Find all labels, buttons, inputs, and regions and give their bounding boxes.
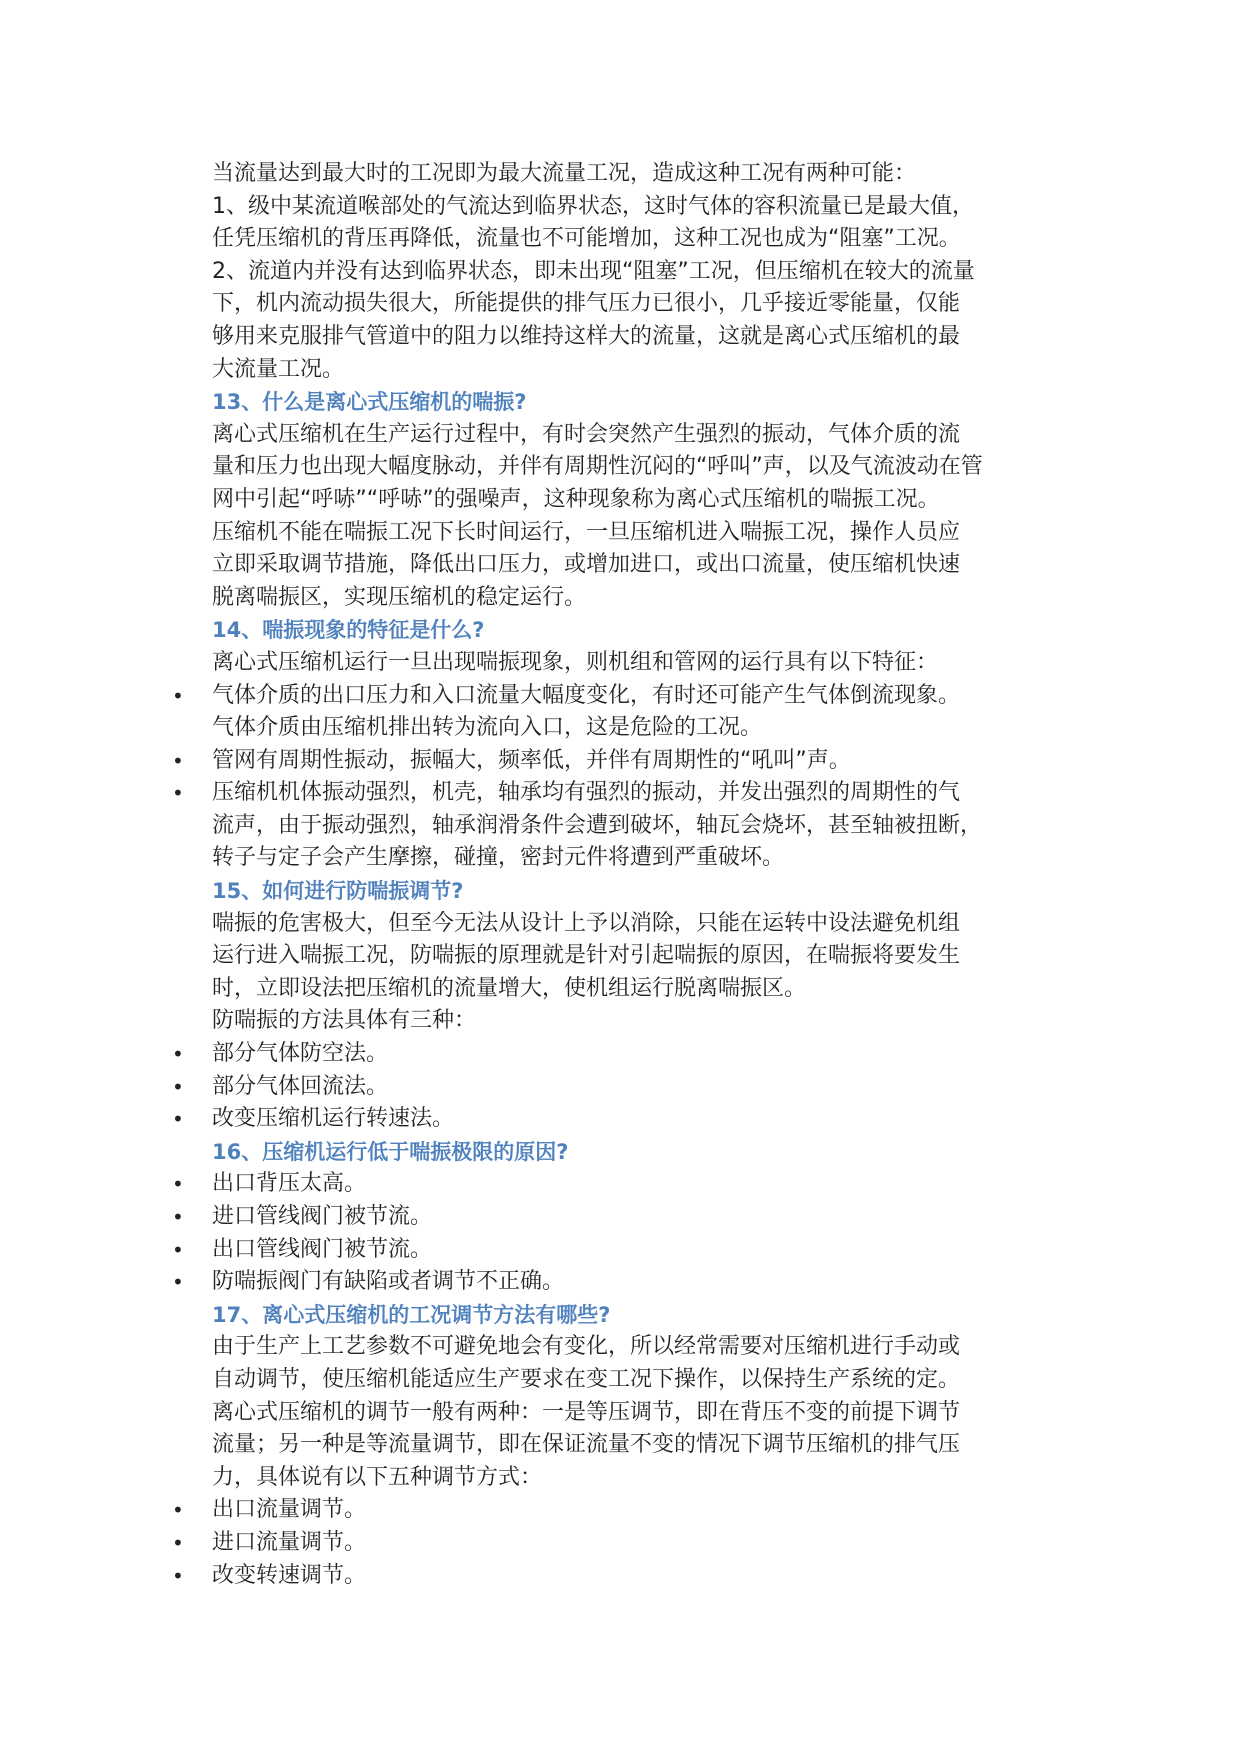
bullet-icon: • [172, 1498, 184, 1523]
line-text: 14、喘振现象的特征是什么? [212, 618, 485, 643]
line-text: 防喘振的方法具体有三种： [212, 1008, 477, 1034]
bullet-item-line [172, 1071, 1042, 1104]
paragraph-line [212, 321, 1042, 354]
line-text: 气体介质由压缩机排出转为流向入口，这是危险的工况。 [212, 715, 763, 741]
bullet-icon: • [172, 1074, 184, 1099]
line-text: 出口流量调节。 [212, 1497, 367, 1523]
line-text: 下，机内流动损失很大，所能提供的排气压力已很小，几乎接近零能量，仅能 [212, 291, 961, 317]
line-text: 防喘振阀门有缺陷或者调节不正确。 [212, 1269, 565, 1295]
line-text: 流声，由于振动强烈，轴承润滑条件会遭到破坏，轴瓦会烧坏，甚至轴被扭断， [212, 812, 983, 838]
bullet-icon: • [172, 683, 184, 708]
bullet-item-line [172, 777, 1042, 810]
line-text: 离心式压缩机的调节一般有两种：一是等压调节，即在背压不变的前提下调节 [212, 1399, 961, 1425]
line-text: 出口背压太高。 [212, 1171, 367, 1197]
line-text: 部分气体防空法。 [212, 1041, 389, 1067]
line-text: 管网有周期性振动，振幅大，频率低，并伴有周期性的“吼叫”声。 [212, 747, 851, 773]
paragraph-line [212, 582, 1042, 615]
bullet-icon: • [172, 1270, 184, 1295]
line-text: 13、什么是离心式压缩机的喘振? [212, 390, 527, 415]
line-text: 进口流量调节。 [212, 1529, 367, 1555]
bullet-item-line [172, 680, 1042, 713]
bullet-icon: • [172, 1530, 184, 1555]
line-text: 网中引起“呼哧”“呼哧”的强噪声，这种现象称为离心式压缩机的喘振工况。 [212, 486, 940, 512]
document-page [0, 158, 1240, 1592]
line-text: 大流量工况。 [212, 356, 345, 382]
paragraph-line [212, 256, 1042, 289]
line-text: 17、离心式压缩机的工况调节方法有哪些? [212, 1302, 611, 1327]
paragraph-line [212, 1331, 1042, 1364]
line-text: 压缩机不能在喘振工况下长时间运行，一旦压缩机进入喘振工况，操作人员应 [212, 519, 961, 545]
line-text: 力，具体说有以下五种调节方式： [212, 1464, 543, 1490]
line-text: 压缩机机体振动强烈，机壳，轴承均有强烈的振动，并发出强烈的周期性的气 [212, 780, 961, 806]
bullet-icon: • [172, 1563, 184, 1588]
line-text: 进口管线阀门被节流。 [212, 1204, 433, 1229]
bullet-icon: • [172, 1042, 184, 1067]
line-text: 改变压缩机运行转速法。 [212, 1106, 455, 1132]
bullet-item-line [172, 1168, 1042, 1201]
line-text: 运行进入喘振工况，防喘振的原理就是针对引起喘振的原因，在喘振将要发生 [212, 943, 961, 969]
paragraph-line [212, 223, 1042, 256]
paragraph-line [212, 517, 1042, 550]
bullet-item-line [212, 842, 1042, 875]
paragraph-line [212, 1429, 1042, 1462]
paragraph-line [212, 451, 1042, 484]
paragraph-line [212, 419, 1042, 452]
line-text: 任凭压缩机的背压再降低，流量也不可能增加，这种工况也成为“阻塞”工况。 [212, 226, 961, 252]
paragraph-line [212, 1397, 1042, 1430]
paragraph-line [212, 647, 1042, 680]
bullet-item-line [172, 1527, 1042, 1560]
section-heading [212, 386, 1042, 419]
bullet-icon: • [172, 781, 184, 806]
paragraph-line [212, 288, 1042, 321]
line-text: 由于生产上工艺参数不可避免地会有变化，所以经常需要对压缩机进行手动或 [212, 1334, 961, 1360]
line-text: 够用来克服排气管道中的阻力以维持这样大的流量，这就是离心式压缩机的最 [212, 323, 961, 349]
line-text: 转子与定子会产生摩擦，碰撞，密封元件将遭到严重破坏。 [212, 845, 785, 871]
line-text: 脱离喘振区，实现压缩机的稳定运行。 [212, 584, 587, 610]
line-text: 当流量达到最大时的工况即为最大流量工况，造成这种工况有两种可能： [212, 161, 917, 186]
section-heading [212, 875, 1042, 908]
section-heading [212, 1299, 1042, 1332]
paragraph-line [212, 158, 1042, 191]
line-text: 自动调节，使压缩机能适应生产要求在变工况下操作，以保持生产系统的定。 [212, 1366, 961, 1392]
line-text: 气体介质的出口压力和入口流量大幅度变化，有时还可能产生气体倒流现象。 [212, 682, 961, 708]
paragraph-line [212, 908, 1042, 941]
bullet-icon: • [172, 748, 184, 773]
line-text: 离心式压缩机运行一旦出现喘振现象，则机组和管网的运行具有以下特征： [212, 649, 939, 675]
line-text: 2、流道内并没有达到临界状态，即未出现“阻塞”工况，但压缩机在较大的流量 [212, 258, 975, 284]
line-text: 量和压力也出现大幅度脉动，并伴有周期性沉闷的“呼叫”声，以及气流波动在管 [212, 454, 983, 480]
bullet-item-line [172, 1234, 1042, 1267]
paragraph-line [212, 354, 1042, 387]
bullet-item-line [172, 1038, 1042, 1071]
line-text: 16、压缩机运行低于喘振极限的原因? [212, 1139, 569, 1164]
paragraph-line [212, 484, 1042, 517]
bullet-item-line [172, 1560, 1042, 1593]
section-heading [212, 614, 1042, 647]
paragraph-line [212, 1005, 1042, 1038]
bullet-item-line [212, 810, 1042, 843]
line-text: 1、级中某流道喉部处的气流达到临界状态，这时气体的容积流量已是最大值， [212, 193, 974, 219]
line-text: 立即采取调节措施，降低出口压力，或增加进口，或出口流量，使压缩机快速 [212, 552, 961, 578]
paragraph-line [212, 940, 1042, 973]
bullet-icon: • [172, 1237, 184, 1262]
paragraph-line [212, 1364, 1042, 1397]
paragraph-line [212, 973, 1042, 1006]
line-text: 时，立即设法把压缩机的流量增大，使机组运行脱离喘振区。 [212, 975, 807, 1001]
paragraph-line [212, 1462, 1042, 1495]
bullet-icon: • [172, 1172, 184, 1197]
section-heading [212, 1136, 1042, 1169]
line-text: 喘振的危害极大，但至今无法从设计上予以消除，只能在运转中设法避免机组 [212, 910, 961, 936]
line-text: 出口管线阀门被节流。 [212, 1236, 433, 1262]
line-text: 部分气体回流法。 [212, 1073, 389, 1099]
bullet-icon: • [172, 1107, 184, 1132]
line-text: 离心式压缩机在生产运行过程中，有时会突然产生强烈的振动，气体介质的流 [212, 421, 961, 447]
bullet-item-line [212, 712, 1042, 745]
line-text: 15、如何进行防喘振调节? [212, 879, 464, 904]
bullet-item-line [172, 1103, 1042, 1136]
line-text: 流量；另一种是等流量调节，即在保证流量不变的情况下调节压缩机的排气压 [212, 1432, 961, 1458]
bullet-item-line [172, 1201, 1042, 1234]
bullet-icon: • [172, 1205, 184, 1229]
bullet-item-line [172, 1266, 1042, 1299]
paragraph-line [212, 549, 1042, 582]
line-text: 改变转速调节。 [212, 1562, 367, 1588]
bullet-item-line [172, 745, 1042, 778]
bullet-item-line [172, 1494, 1042, 1527]
paragraph-line [212, 191, 1042, 224]
